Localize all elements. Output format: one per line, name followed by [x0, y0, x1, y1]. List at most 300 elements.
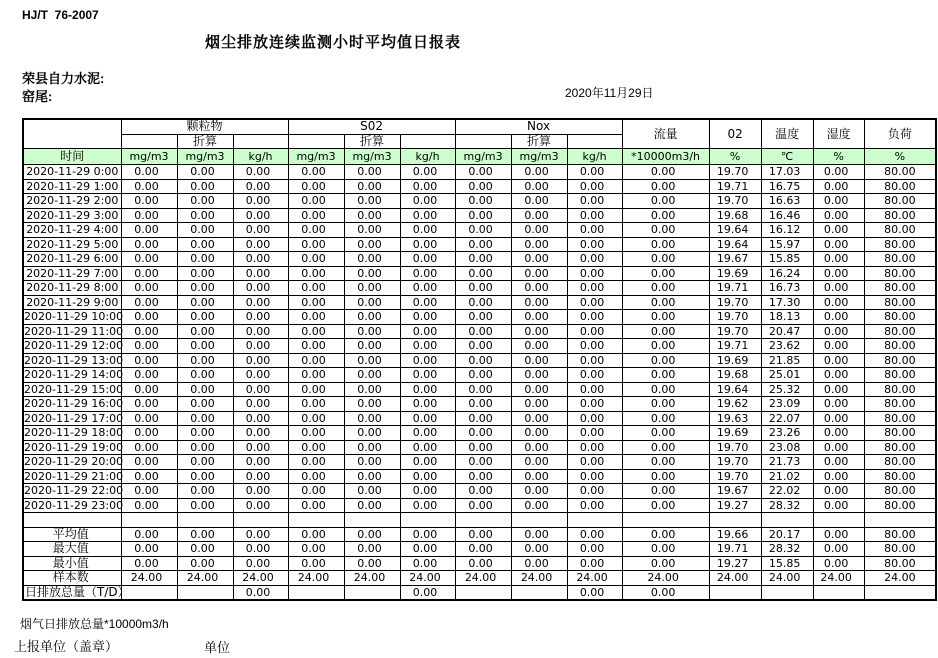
value-cell: 0.00: [344, 324, 400, 339]
summary-row: [23, 571, 936, 586]
value-cell: 0.00: [567, 585, 622, 600]
time-cell: 2020-11-29 4:00: [23, 223, 121, 238]
value-cell: 0.00: [622, 281, 709, 296]
table-row: [23, 281, 936, 296]
value-cell: 0.00: [344, 353, 400, 368]
value-cell: [761, 513, 813, 528]
value-cell: 0.00: [455, 411, 511, 426]
value-cell: 0.00: [233, 266, 288, 281]
value-cell: 19.69: [709, 353, 761, 368]
time-cell: 2020-11-29 13:00: [24, 353, 124, 367]
value-cell: 0.00: [813, 179, 864, 194]
value-cell: 80.00: [864, 484, 936, 499]
value-cell: [288, 513, 344, 528]
value-cell: 0.00: [813, 324, 864, 339]
value-cell: 16.73: [761, 281, 813, 296]
value-cell: 0.00: [288, 281, 344, 296]
value-cell: 0.00: [177, 310, 233, 325]
value-cell: [709, 513, 761, 528]
summary-row: [23, 556, 936, 571]
value-cell: 0.00: [233, 484, 288, 499]
value-cell: 0.00: [567, 368, 622, 383]
value-cell: 19.64: [709, 223, 761, 238]
value-cell: 0.00: [813, 498, 864, 513]
value-cell: 0.00: [233, 295, 288, 310]
value-cell: [511, 513, 567, 528]
value-cell: 0.00: [344, 542, 400, 557]
converted-header-nox: 折算: [511, 134, 567, 149]
value-cell: [177, 585, 233, 600]
value-cell: 0.00: [813, 223, 864, 238]
value-cell: 0.00: [813, 556, 864, 571]
value-cell: 0.00: [233, 411, 288, 426]
value-cell: 0.00: [567, 324, 622, 339]
value-cell: 0.00: [455, 179, 511, 194]
value-cell: 0.00: [233, 179, 288, 194]
value-cell: 0.00: [233, 440, 288, 455]
value-cell: 0.00: [177, 223, 233, 238]
value-cell: 17.30: [761, 295, 813, 310]
value-cell: 0.00: [177, 237, 233, 252]
value-cell: [567, 513, 622, 528]
value-cell: 0.00: [177, 440, 233, 455]
value-cell: 0.00: [177, 324, 233, 339]
spacer-cell: [233, 134, 288, 149]
table-row: [23, 353, 936, 368]
value-cell: 80.00: [864, 223, 936, 238]
value-cell: 21.85: [761, 353, 813, 368]
value-cell: 0.00: [121, 339, 177, 354]
value-cell: 0.00: [567, 208, 622, 223]
value-cell: 0.00: [813, 411, 864, 426]
value-cell: 80.00: [864, 382, 936, 397]
value-cell: 0.00: [455, 498, 511, 513]
group-header-so2: S02: [288, 119, 455, 134]
value-cell: 16.46: [761, 208, 813, 223]
value-cell: 19.63: [709, 411, 761, 426]
value-cell: 0.00: [813, 382, 864, 397]
value-cell: 0.00: [567, 397, 622, 412]
value-cell: 0.00: [344, 310, 400, 325]
value-cell: 80.00: [864, 339, 936, 354]
column-header-flow: 流量: [622, 119, 709, 149]
value-cell: 0.00: [400, 165, 455, 180]
value-cell: 0.00: [400, 542, 455, 557]
value-cell: 0.00: [344, 266, 400, 281]
value-cell: 19.70: [709, 324, 761, 339]
value-cell: 22.07: [761, 411, 813, 426]
standard-code: HJ/T 76-2007: [22, 8, 99, 22]
value-cell: 0.00: [344, 237, 400, 252]
page-title: 烟尘排放连续监测小时平均值日报表: [205, 34, 462, 51]
value-cell: 0.00: [567, 353, 622, 368]
value-cell: 0.00: [400, 440, 455, 455]
value-cell: 0.00: [344, 556, 400, 571]
value-cell: 0.00: [567, 281, 622, 296]
value-cell: 0.00: [511, 440, 567, 455]
time-cell: 2020-11-29 17:00: [24, 411, 124, 425]
value-cell: 0.00: [622, 165, 709, 180]
value-cell: 0.00: [400, 281, 455, 296]
value-cell: 0.00: [567, 455, 622, 470]
value-cell: 0.00: [622, 179, 709, 194]
spacer-cell: [121, 134, 177, 149]
value-cell: 19.67: [709, 484, 761, 499]
value-cell: 0.00: [455, 469, 511, 484]
value-cell: 0.00: [813, 353, 864, 368]
value-cell: 0.00: [567, 484, 622, 499]
value-cell: 24.00: [288, 571, 344, 586]
value-cell: 0.00: [400, 411, 455, 426]
value-cell: 19.64: [709, 237, 761, 252]
value-cell: 0.00: [177, 542, 233, 557]
value-cell: 20.47: [761, 324, 813, 339]
value-cell: 0.00: [455, 440, 511, 455]
table-row: [23, 469, 936, 484]
time-cell: 2020-11-29 0:00: [23, 165, 121, 180]
value-cell: 0.00: [121, 440, 177, 455]
value-cell: 0.00: [622, 339, 709, 354]
value-cell: 0.00: [567, 179, 622, 194]
value-cell: 0.00: [121, 179, 177, 194]
table-row: [23, 252, 936, 267]
row-label-cell: [23, 513, 121, 528]
time-header-spacer: [23, 119, 121, 149]
flue-gas-total-note: 烟气日排放总量*10000m3/h: [20, 617, 169, 631]
unit-cell: ℃: [761, 149, 813, 165]
value-cell: 80.00: [864, 208, 936, 223]
value-cell: 23.26: [761, 426, 813, 441]
value-cell: 19.69: [709, 266, 761, 281]
value-cell: 0.00: [567, 266, 622, 281]
value-cell: 0.00: [455, 353, 511, 368]
value-cell: 0.00: [455, 223, 511, 238]
value-cell: 0.00: [233, 281, 288, 296]
value-cell: 0.00: [455, 484, 511, 499]
value-cell: 0.00: [344, 455, 400, 470]
value-cell: 0.00: [121, 368, 177, 383]
row-label-cell: 日排放总量（T/D）: [25, 584, 130, 599]
value-cell: 0.00: [121, 426, 177, 441]
value-cell: 0.00: [400, 237, 455, 252]
value-cell: 0.00: [622, 484, 709, 499]
value-cell: 24.00: [622, 571, 709, 586]
value-cell: 0.00: [121, 223, 177, 238]
value-cell: 0.00: [121, 165, 177, 180]
unit-cell: mg/m3: [455, 149, 511, 165]
value-cell: 0.00: [233, 310, 288, 325]
unit-cell: %: [864, 149, 936, 165]
value-cell: 0.00: [177, 179, 233, 194]
value-cell: 19.70: [709, 455, 761, 470]
value-cell: 0.00: [622, 382, 709, 397]
value-cell: 0.00: [288, 426, 344, 441]
table-row: [23, 208, 936, 223]
value-cell: 0.00: [344, 281, 400, 296]
value-cell: 0.00: [344, 339, 400, 354]
value-cell: 0.00: [813, 295, 864, 310]
value-cell: [864, 585, 936, 600]
value-cell: 0.00: [177, 556, 233, 571]
value-cell: 0.00: [400, 484, 455, 499]
value-cell: 0.00: [622, 498, 709, 513]
value-cell: 80.00: [864, 310, 936, 325]
report-table: [22, 118, 937, 601]
value-cell: 19.70: [709, 295, 761, 310]
value-cell: 23.62: [761, 339, 813, 354]
value-cell: [455, 585, 511, 600]
value-cell: 0.00: [455, 237, 511, 252]
value-cell: 0.00: [455, 165, 511, 180]
value-cell: 24.00: [864, 571, 936, 586]
value-cell: 0.00: [455, 542, 511, 557]
value-cell: 0.00: [400, 368, 455, 383]
value-cell: 0.00: [177, 281, 233, 296]
value-cell: 80.00: [864, 237, 936, 252]
summary-row: [23, 585, 936, 600]
value-cell: 0.00: [177, 411, 233, 426]
value-cell: 0.00: [233, 223, 288, 238]
table-row: [23, 266, 936, 281]
value-cell: 0.00: [288, 223, 344, 238]
value-cell: 0.00: [233, 498, 288, 513]
table-row: [23, 339, 936, 354]
table-row: [23, 484, 936, 499]
unit-cell: mg/m3: [177, 149, 233, 165]
value-cell: 0.00: [813, 252, 864, 267]
value-cell: 0.00: [121, 411, 177, 426]
value-cell: 0.00: [813, 484, 864, 499]
column-header-load: 负荷: [864, 119, 936, 149]
value-cell: 19.69: [709, 426, 761, 441]
value-cell: 0.00: [288, 266, 344, 281]
value-cell: 28.32: [761, 498, 813, 513]
value-cell: 0.00: [567, 295, 622, 310]
value-cell: 0.00: [121, 252, 177, 267]
value-cell: 80.00: [864, 426, 936, 441]
value-cell: [344, 513, 400, 528]
time-cell: 2020-11-29 19:00: [24, 440, 124, 454]
value-cell: 19.70: [709, 440, 761, 455]
value-cell: [813, 585, 864, 600]
time-cell: 2020-11-29 16:00: [24, 397, 124, 411]
value-cell: 0.00: [233, 208, 288, 223]
value-cell: 80.00: [864, 165, 936, 180]
value-cell: [455, 513, 511, 528]
column-header-humidity: 湿度: [813, 119, 864, 149]
value-cell: 0.00: [177, 266, 233, 281]
value-cell: 0.00: [288, 527, 344, 542]
value-cell: 0.00: [511, 237, 567, 252]
value-cell: 0.00: [567, 426, 622, 441]
value-cell: [344, 585, 400, 600]
value-cell: [511, 585, 567, 600]
value-cell: 0.00: [121, 194, 177, 209]
value-cell: 0.00: [455, 252, 511, 267]
value-cell: 0.00: [567, 411, 622, 426]
value-cell: 0.00: [511, 498, 567, 513]
value-cell: 0.00: [400, 295, 455, 310]
value-cell: 0.00: [813, 194, 864, 209]
value-cell: 24.00: [567, 571, 622, 586]
value-cell: 0.00: [177, 353, 233, 368]
value-cell: 80.00: [864, 368, 936, 383]
value-cell: 19.70: [709, 194, 761, 209]
header-group-row: [23, 119, 936, 134]
monitoring-point: 窑尾:: [22, 89, 53, 104]
value-cell: 16.75: [761, 179, 813, 194]
value-cell: 0.00: [400, 324, 455, 339]
time-cell: 2020-11-29 5:00: [23, 237, 121, 252]
value-cell: 19.71: [709, 339, 761, 354]
value-cell: 24.00: [344, 571, 400, 586]
value-cell: 0.00: [813, 165, 864, 180]
value-cell: 0.00: [400, 426, 455, 441]
value-cell: 0.00: [121, 484, 177, 499]
value-cell: 0.00: [233, 237, 288, 252]
table-row: [23, 165, 936, 180]
value-cell: 0.00: [813, 266, 864, 281]
time-cell: 2020-11-29 2:00: [23, 194, 121, 209]
time-cell: 2020-11-29 10:00: [24, 310, 124, 324]
value-cell: 23.09: [761, 397, 813, 412]
time-cell: 2020-11-29 22:00: [24, 484, 124, 498]
value-cell: 0.00: [121, 266, 177, 281]
value-cell: 0.00: [813, 339, 864, 354]
time-cell: 2020-11-29 12:00: [24, 339, 124, 353]
value-cell: 0.00: [121, 208, 177, 223]
value-cell: 0.00: [177, 208, 233, 223]
value-cell: 24.00: [455, 571, 511, 586]
value-cell: 0.00: [233, 194, 288, 209]
value-cell: 24.00: [511, 571, 567, 586]
time-cell: 2020-11-29 7:00: [23, 266, 121, 281]
summary-row: [23, 542, 936, 557]
value-cell: 0.00: [567, 498, 622, 513]
value-cell: 0.00: [511, 556, 567, 571]
value-cell: 80.00: [864, 353, 936, 368]
time-cell: 2020-11-29 8:00: [23, 281, 121, 296]
value-cell: 0.00: [511, 339, 567, 354]
spacer-cell: [288, 134, 344, 149]
value-cell: 0.00: [511, 397, 567, 412]
table-row: [23, 223, 936, 238]
value-cell: 80.00: [864, 411, 936, 426]
value-cell: 0.00: [400, 527, 455, 542]
value-cell: 0.00: [567, 237, 622, 252]
value-cell: 0.00: [622, 397, 709, 412]
value-cell: 0.00: [121, 527, 177, 542]
value-cell: 80.00: [864, 281, 936, 296]
time-cell: 2020-11-29 15:00: [24, 382, 124, 396]
value-cell: 0.00: [233, 353, 288, 368]
value-cell: 19.68: [709, 368, 761, 383]
value-cell: 0.00: [344, 252, 400, 267]
value-cell: 0.00: [813, 281, 864, 296]
value-cell: [864, 513, 936, 528]
value-cell: 0.00: [511, 382, 567, 397]
value-cell: 80.00: [864, 397, 936, 412]
value-cell: 0.00: [233, 252, 288, 267]
value-cell: 0.00: [622, 252, 709, 267]
units-row: [23, 149, 936, 165]
value-cell: 0.00: [233, 339, 288, 354]
value-cell: 80.00: [864, 179, 936, 194]
unit-cell: %: [709, 149, 761, 165]
value-cell: 0.00: [511, 484, 567, 499]
value-cell: 0.00: [288, 484, 344, 499]
value-cell: 0.00: [622, 542, 709, 557]
value-cell: 0.00: [567, 310, 622, 325]
unit-cell: mg/m3: [511, 149, 567, 165]
value-cell: 17.03: [761, 165, 813, 180]
value-cell: 80.00: [864, 295, 936, 310]
value-cell: 0.00: [121, 498, 177, 513]
value-cell: 0.00: [177, 498, 233, 513]
value-cell: 0.00: [455, 339, 511, 354]
value-cell: 0.00: [177, 455, 233, 470]
value-cell: 0.00: [121, 295, 177, 310]
value-cell: 0.00: [511, 353, 567, 368]
value-cell: 19.62: [709, 397, 761, 412]
value-cell: 0.00: [121, 310, 177, 325]
value-cell: 80.00: [864, 266, 936, 281]
value-cell: 0.00: [455, 556, 511, 571]
value-cell: 0.00: [567, 165, 622, 180]
value-cell: 19.27: [709, 498, 761, 513]
row-label-cell: 最小值: [23, 556, 121, 571]
row-label-cell: 最大值: [23, 542, 121, 557]
value-cell: 0.00: [233, 527, 288, 542]
value-cell: 19.70: [709, 469, 761, 484]
value-cell: 0.00: [177, 484, 233, 499]
value-cell: 19.66: [709, 527, 761, 542]
value-cell: 0.00: [622, 585, 709, 600]
value-cell: 19.70: [709, 310, 761, 325]
value-cell: 0.00: [177, 469, 233, 484]
table-row: [23, 426, 936, 441]
value-cell: 80.00: [864, 252, 936, 267]
value-cell: 0.00: [344, 469, 400, 484]
value-cell: [233, 513, 288, 528]
value-cell: 0.00: [288, 310, 344, 325]
value-cell: 0.00: [177, 295, 233, 310]
value-cell: 0.00: [622, 556, 709, 571]
group-header-nox: Nox: [455, 119, 622, 134]
value-cell: 0.00: [511, 295, 567, 310]
value-cell: 0.00: [511, 252, 567, 267]
value-cell: 0.00: [455, 266, 511, 281]
value-cell: 0.00: [121, 397, 177, 412]
value-cell: 0.00: [813, 310, 864, 325]
spacer-cell: [455, 134, 511, 149]
value-cell: 0.00: [813, 542, 864, 557]
value-cell: 0.00: [622, 368, 709, 383]
company-name: 荣县自力水泥:: [22, 71, 105, 86]
time-cell: 2020-11-29 6:00: [23, 252, 121, 267]
table-row: [23, 498, 936, 513]
value-cell: 0.00: [344, 165, 400, 180]
value-cell: 0.00: [121, 382, 177, 397]
value-cell: 0.00: [622, 223, 709, 238]
value-cell: 0.00: [622, 324, 709, 339]
value-cell: 0.00: [177, 339, 233, 354]
value-cell: 0.00: [511, 223, 567, 238]
time-cell: 2020-11-29 1:00: [23, 179, 121, 194]
value-cell: 0.00: [455, 382, 511, 397]
value-cell: 19.67: [709, 252, 761, 267]
value-cell: 0.00: [511, 310, 567, 325]
